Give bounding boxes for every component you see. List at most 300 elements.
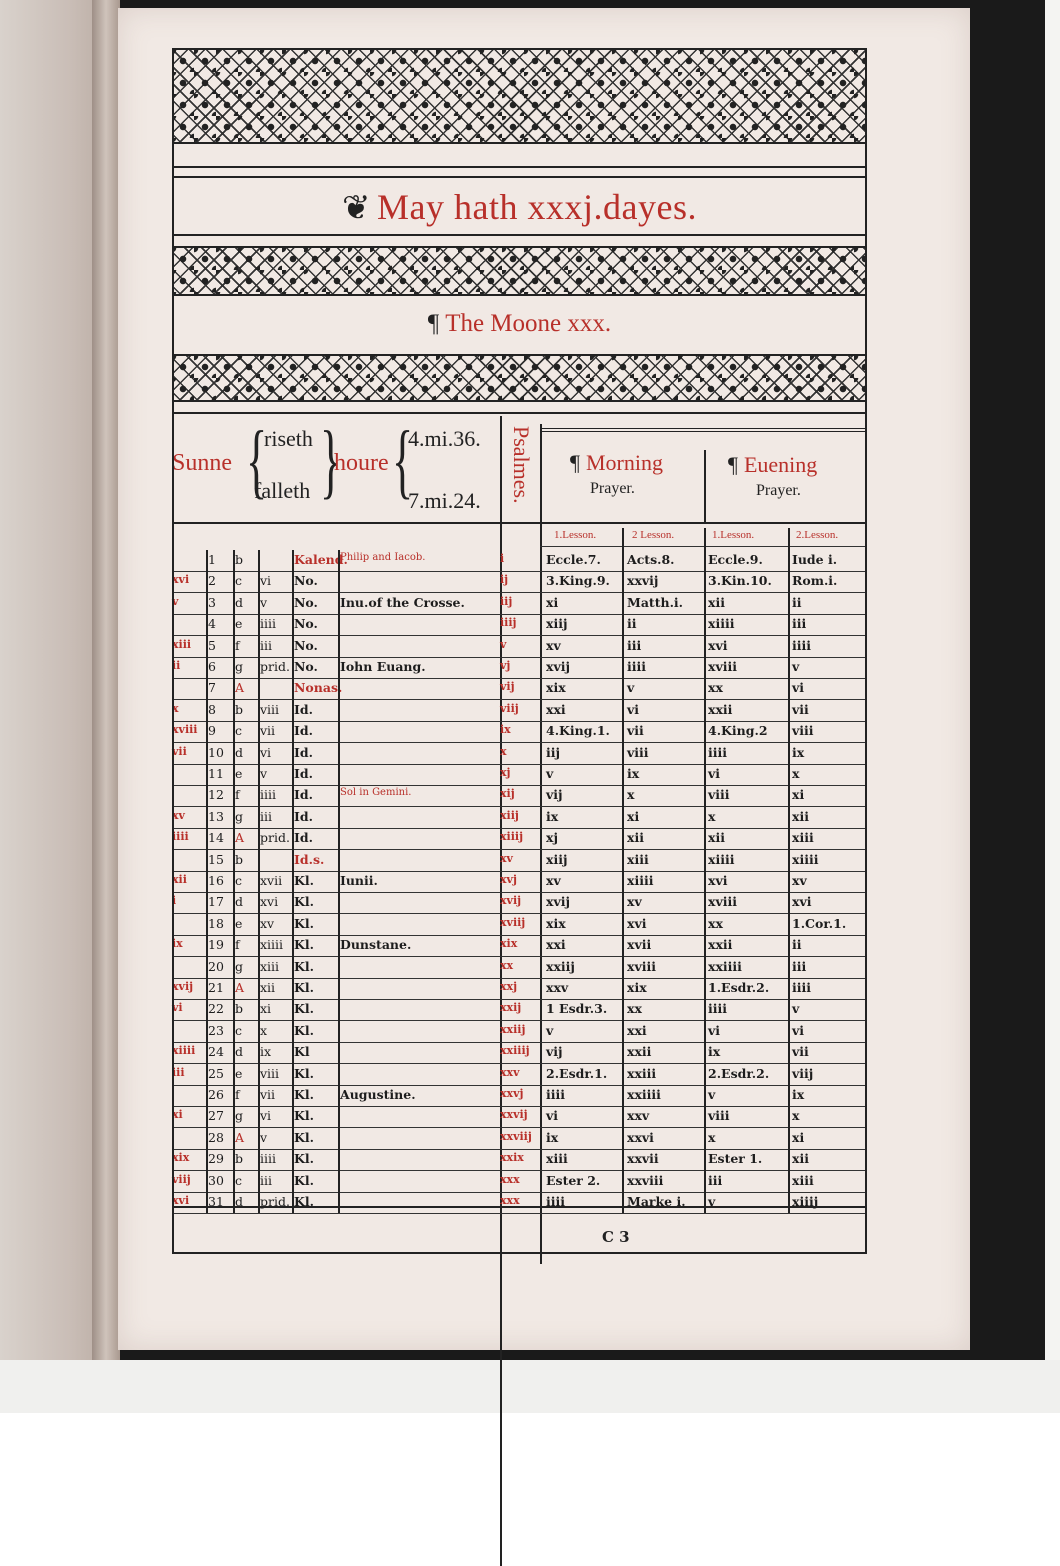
psalm-number: i — [500, 552, 505, 565]
day-number: 2 — [208, 573, 216, 589]
morning-lesson-1: iiii — [546, 1087, 565, 1102]
roman-count: iiii — [260, 787, 276, 803]
evening-lesson-1: xvi — [708, 873, 728, 888]
table-row — [172, 764, 867, 786]
calendar-term: Id. — [294, 808, 313, 824]
morning-lesson-2: xxv — [627, 1108, 650, 1124]
evening-lesson-2: ii — [792, 937, 802, 953]
evening-lesson-1: xii — [708, 594, 725, 610]
rule — [172, 522, 867, 524]
calendar-term: No. — [294, 637, 318, 653]
middle-ornament-band — [172, 246, 867, 296]
evening-lesson-1: vi — [708, 1022, 721, 1038]
calendar-term: Nonas. — [294, 680, 343, 696]
morning-lesson-2: xii — [627, 830, 644, 846]
golden-number: i — [172, 894, 177, 908]
table-row — [172, 957, 867, 979]
morning-lesson-2: xxiii — [627, 1065, 657, 1081]
evening-lesson-2: xvi — [792, 894, 812, 910]
morning-lesson-2: ix — [627, 766, 640, 781]
psalm-number: vij — [500, 680, 515, 694]
signature-mark: C 3 — [602, 1228, 630, 1246]
morning-lesson-1: xiij — [546, 851, 568, 867]
day-number: 17 — [208, 894, 224, 910]
morning-lesson-2: vi — [627, 701, 640, 717]
dominical-letter: b — [235, 1151, 244, 1167]
morning-lesson-1: iij — [546, 744, 561, 760]
evening-lesson-2: vi — [792, 680, 805, 696]
morning-lesson-1: xxi — [546, 937, 566, 953]
psalm-number: xvj — [500, 873, 517, 886]
psalm-number: xiij — [500, 808, 519, 822]
golden-number: xii — [172, 873, 187, 886]
morning-lesson-1: ix — [546, 808, 559, 824]
evening-lesson-1: iiii — [708, 1001, 727, 1017]
month-title-text: May hath xxxj.dayes. — [377, 187, 697, 227]
lesson-header: 1.Lesson. — [554, 529, 597, 541]
roman-count: prid. — [260, 1194, 290, 1209]
morning-lesson-1: xix — [546, 915, 566, 931]
roman-count: xii — [260, 980, 276, 995]
brace-close-icon: } — [320, 414, 342, 508]
evening-lesson-1: viii — [708, 787, 730, 803]
book-gutter — [92, 0, 120, 1360]
day-number: 19 — [208, 937, 224, 953]
brace-icon-2: { — [392, 414, 414, 508]
day-number: 1 — [208, 552, 216, 567]
dominical-letter: c — [235, 723, 243, 739]
calendar-term: No. — [294, 616, 318, 632]
table-row — [172, 1128, 867, 1150]
lesson-header: 2.Lesson. — [796, 529, 839, 541]
golden-number: iii — [172, 1065, 185, 1079]
sunne-label: Sunne — [172, 450, 232, 476]
morning-lesson-2: xiii — [627, 851, 649, 867]
evening-lesson-2: xv — [792, 873, 807, 888]
day-number: 8 — [208, 701, 216, 717]
morning-lesson-2: xxvi — [627, 1129, 654, 1145]
morning-lesson-2: xxvij — [627, 573, 659, 589]
morning-lesson-1: xj — [546, 830, 558, 846]
evening-lesson-1: xx — [708, 915, 723, 931]
golden-number: vi — [172, 1001, 183, 1015]
day-number: 21 — [208, 980, 224, 995]
dominical-letter: c — [235, 573, 243, 589]
morning-lesson-1: xiii — [546, 1151, 568, 1167]
table-row — [172, 1106, 867, 1128]
golden-number: xviii — [172, 723, 198, 737]
morning-prayer: Prayer. — [590, 480, 635, 497]
dominical-letter: e — [235, 766, 243, 781]
evening-lesson-1: xxiiii — [708, 958, 742, 974]
feast-name: Augustine. — [340, 1087, 416, 1102]
brace-icon: { — [246, 414, 268, 508]
evening-lesson-2: Iude i. — [792, 552, 838, 567]
day-number: 11 — [208, 766, 224, 781]
dominical-letter: c — [235, 873, 243, 888]
evening-lesson-1: 3.Kin.10. — [708, 573, 772, 589]
day-number: 14 — [208, 830, 224, 846]
morning-lesson-1: xiij — [546, 616, 568, 632]
evening-lesson-2: v — [792, 1001, 800, 1017]
calendar-term: Kl. — [294, 1151, 314, 1167]
morning-lesson-2: xxii — [627, 1044, 652, 1060]
dominical-letter: A — [235, 1129, 245, 1145]
rule — [172, 176, 867, 178]
psalm-number: x — [500, 744, 507, 758]
golden-number: viij — [172, 1172, 191, 1186]
roman-count: viii — [260, 701, 280, 717]
column-rule — [338, 550, 340, 1213]
golden-number: xix — [172, 1151, 190, 1165]
feast-name: Sol in Gemini. — [340, 787, 412, 799]
roman-count: xv — [260, 915, 275, 931]
day-number: 4 — [208, 616, 216, 632]
dominical-letter: d — [235, 744, 244, 760]
morning-lesson-1: xvij — [546, 659, 570, 674]
feast-name: Iohn Euang. — [340, 659, 426, 674]
calendar-term: Id. — [294, 744, 313, 760]
roman-count: iiii — [260, 1151, 276, 1167]
psalm-number: xxij — [500, 1001, 522, 1015]
golden-number: xvi — [172, 1194, 190, 1207]
morning-lesson-2: xi — [627, 808, 640, 824]
roman-count: v — [260, 766, 268, 781]
psalm-number: iiij — [500, 616, 517, 630]
evening-lesson-2: x — [792, 1108, 800, 1124]
table-row — [172, 892, 867, 914]
morning-lesson-2: iii — [627, 637, 642, 653]
morning-lesson-2: xxvii — [627, 1151, 659, 1167]
morning-lesson-2: iiii — [627, 659, 646, 674]
moon-title-text: The Moone xxx. — [445, 310, 612, 337]
table-row — [172, 636, 867, 658]
feast-name: Iunii. — [340, 873, 378, 888]
evening-lesson-2: vii — [792, 1044, 809, 1060]
rule — [172, 234, 867, 236]
golden-number: ii — [172, 659, 181, 672]
table-row — [172, 1192, 867, 1214]
psalm-number: xxvij — [500, 1108, 528, 1122]
morning-lesson-1: 4.King.1. — [546, 723, 610, 739]
golden-number: x — [172, 701, 179, 715]
evening-lesson-1: iii — [708, 1172, 723, 1188]
psalm-number: xxv — [500, 1065, 520, 1079]
golden-number: vii — [172, 744, 187, 758]
morning-lesson-2: xvii — [627, 937, 652, 953]
roman-count: prid. — [260, 659, 290, 674]
evening-lesson-1: xii — [708, 830, 725, 846]
morning-lesson-1: ix — [546, 1129, 559, 1145]
calendar-term: Kl. — [294, 1172, 314, 1188]
psalm-number: xxiij — [500, 1022, 526, 1036]
psalm-number: xvij — [500, 894, 522, 908]
table-row — [172, 999, 867, 1021]
roman-count: iiii — [260, 616, 276, 632]
day-number: 10 — [208, 744, 224, 760]
roman-count: xiiii — [260, 937, 284, 953]
roman-count: iii — [260, 1172, 272, 1188]
table-row — [172, 657, 867, 679]
dominical-letter: A — [235, 830, 245, 846]
morning-lesson-1: 3.King.9. — [546, 573, 610, 589]
day-number: 9 — [208, 723, 216, 739]
day-number: 31 — [208, 1194, 224, 1209]
day-number: 7 — [208, 680, 216, 696]
morning-lesson-1: Ester 2. — [546, 1172, 601, 1188]
calendar-term: Kl. — [294, 1001, 314, 1017]
evening-label — [728, 452, 817, 478]
rule — [172, 412, 867, 414]
golden-number: iiii — [172, 830, 189, 844]
golden-number: xi — [172, 1108, 183, 1122]
roman-count: v — [260, 594, 268, 610]
table-row — [172, 1171, 867, 1193]
table-row — [172, 678, 867, 700]
evening-lesson-2: xiii — [792, 830, 814, 846]
lesson-header: 2 Lesson. — [632, 529, 675, 541]
morning-lesson-2: xvi — [627, 915, 647, 931]
calendar-term: No. — [294, 573, 318, 589]
evening-lesson-2: xii — [792, 808, 809, 824]
table-row — [172, 935, 867, 957]
morning-lesson-2: xx — [627, 1001, 642, 1017]
calendar-term: Kl. — [294, 1087, 314, 1102]
column-rule — [292, 550, 294, 1213]
fleuron-icon: ❦ — [342, 190, 372, 227]
dominical-letter: b — [235, 552, 244, 567]
evening-lesson-1: xviii — [708, 659, 737, 674]
calendar-term: Kl. — [294, 958, 314, 974]
table-row — [172, 1042, 867, 1064]
day-number: 6 — [208, 659, 216, 674]
dominical-letter: A — [235, 980, 245, 995]
roman-count: iii — [260, 637, 272, 653]
evening-lesson-1: xvi — [708, 637, 728, 653]
calendar-term: No. — [294, 594, 318, 610]
morning-lesson-2: ii — [627, 616, 637, 632]
column-rule — [233, 550, 235, 1213]
golden-number: xiii — [172, 637, 192, 651]
evening-lesson-2: viij — [792, 1065, 814, 1081]
dominical-letter: e — [235, 915, 243, 931]
morning-lesson-2: vii — [627, 723, 644, 739]
roman-count: x — [260, 1022, 268, 1038]
feast-name: Dunstane. — [340, 937, 412, 953]
evening-lesson-2: x — [792, 766, 800, 781]
top-ornament-band — [172, 48, 867, 144]
evening-lesson-2: 1.Cor.1. — [792, 915, 847, 931]
morning-lesson-2: v — [627, 680, 635, 696]
evening-lesson-1: vi — [708, 766, 721, 781]
roman-count: vi — [260, 573, 272, 589]
roman-count: xi — [260, 1001, 272, 1017]
day-number: 28 — [208, 1129, 224, 1145]
table-row — [172, 1149, 867, 1171]
evening-lesson-2: vi — [792, 1022, 805, 1038]
evening-lesson-2: ii — [792, 594, 802, 610]
dominical-letter: f — [235, 1087, 240, 1102]
rise-time: 4.mi.36. — [408, 426, 481, 451]
morning-lesson-2: Marke i. — [627, 1194, 686, 1209]
rule — [540, 428, 867, 432]
calendar-term: Id. — [294, 787, 313, 803]
table-row — [172, 1064, 867, 1086]
calendar-term: Kl. — [294, 1129, 314, 1145]
roman-count: ix — [260, 1044, 272, 1060]
psalm-number: xx — [500, 958, 514, 972]
pilcrow-icon: ¶ — [427, 310, 440, 337]
psalm-number: xv — [500, 851, 513, 865]
calendar-term: Kl. — [294, 1108, 314, 1124]
day-number: 20 — [208, 958, 224, 974]
psalm-number: xxix — [500, 1151, 524, 1165]
evening-lesson-2: xiii — [792, 1172, 814, 1188]
morning-lesson-2: Acts.8. — [627, 552, 675, 567]
evening-lesson-1: Ester 1. — [708, 1151, 763, 1167]
psalm-number: iij — [500, 594, 513, 608]
evening-lesson-1: viii — [708, 1108, 730, 1124]
table-row — [172, 850, 867, 872]
morning-lesson-1: v — [546, 766, 554, 781]
dominical-letter: e — [235, 616, 243, 632]
evening-lesson-1: xxii — [708, 937, 733, 953]
evening-lesson-1: x — [708, 808, 716, 824]
day-number: 26 — [208, 1087, 224, 1102]
month-title — [172, 186, 867, 228]
column-rule — [788, 528, 790, 1213]
roman-count: vi — [260, 1108, 272, 1124]
evening-lesson-2: vii — [792, 701, 809, 717]
rule — [172, 166, 867, 168]
dominical-letter: b — [235, 1001, 244, 1017]
dominical-letter: f — [235, 937, 240, 953]
evening-lesson-2: iii — [792, 958, 807, 974]
dominical-letter: c — [235, 1172, 243, 1188]
morning-lesson-1: xxv — [546, 980, 569, 995]
morning-lesson-1: 2.Esdr.1. — [546, 1065, 608, 1081]
calendar-term: Kalend. — [294, 552, 348, 567]
dominical-letter: d — [235, 894, 244, 910]
table-surface — [0, 1360, 1060, 1413]
calendar-term: No. — [294, 659, 318, 674]
roman-count: iii — [260, 808, 272, 824]
calendar-term: Kl. — [294, 873, 314, 888]
table-row — [172, 978, 867, 1000]
pilcrow-icon: ¶ — [728, 452, 738, 477]
calendar-term: Kl. — [294, 894, 314, 910]
morning-lesson-2: xv — [627, 894, 642, 910]
evening-lesson-2: iii — [792, 616, 807, 632]
evening-lesson-2: Rom.i. — [792, 573, 838, 589]
psalm-number: xxx — [500, 1194, 520, 1207]
golden-number: ix — [172, 937, 183, 951]
fall-time: 7.mi.24. — [408, 488, 481, 513]
day-number: 13 — [208, 808, 224, 824]
psalm-number: xxviij — [500, 1129, 532, 1143]
morning-label — [570, 450, 663, 476]
evening-lesson-1: 1.Esdr.2. — [708, 980, 770, 995]
dominical-letter: d — [235, 1194, 244, 1209]
riseth-label: riseth — [264, 426, 313, 451]
evening-lesson-1: v — [708, 1087, 716, 1102]
morning-lesson-2: x — [627, 787, 635, 803]
morning-lesson-2: xix — [627, 980, 647, 995]
day-number: 25 — [208, 1065, 224, 1081]
roman-count: prid. — [260, 830, 290, 846]
feast-name: Philip and Iacob. — [340, 552, 426, 563]
morning-lesson-1: vij — [546, 1044, 563, 1060]
evening-prayer: Prayer. — [756, 482, 801, 499]
evening-lesson-2: xii — [792, 1151, 809, 1167]
psalm-number: xiiij — [500, 830, 524, 844]
dominical-letter: g — [235, 808, 244, 824]
evening-lesson-1: v — [708, 1194, 716, 1209]
calendar-term: Kl. — [294, 915, 314, 931]
day-number: 23 — [208, 1022, 224, 1038]
dominical-letter: d — [235, 594, 244, 610]
morning-lesson-1: xi — [546, 594, 559, 610]
calendar-term: Kl. — [294, 1065, 314, 1081]
table-row — [172, 721, 867, 743]
evening-lesson-1: ix — [708, 1044, 721, 1060]
calendar-term: Kl — [294, 1044, 310, 1060]
dominical-letter: b — [235, 851, 244, 867]
evening-lesson-2: xiiii — [792, 851, 819, 867]
morning-lesson-1: Eccle.7. — [546, 552, 601, 567]
calendar-frame — [172, 48, 867, 1253]
psalm-number: xxvj — [500, 1087, 524, 1100]
calendar-term: Id.s. — [294, 851, 325, 867]
dominical-letter: f — [235, 637, 240, 653]
evening-lesson-2: ix — [792, 1087, 805, 1102]
psalmes-label: Psalmes. — [509, 426, 534, 504]
day-number: 29 — [208, 1151, 224, 1167]
feast-name: Inu.of the Crosse. — [340, 594, 465, 610]
frame-right-rule — [865, 48, 867, 1254]
morning-lesson-1: vi — [546, 1108, 559, 1124]
psalm-number: ix — [500, 723, 511, 737]
day-number: 3 — [208, 594, 216, 610]
morning-lesson-1: vij — [546, 787, 563, 803]
day-number: 27 — [208, 1108, 224, 1124]
table-row — [172, 1085, 867, 1107]
calendar-term: Id. — [294, 766, 313, 781]
column-rule — [622, 528, 624, 1213]
evening-lesson-1: xxii — [708, 701, 733, 717]
rule — [172, 1206, 867, 1208]
morning-lesson-2: xxiiii — [627, 1087, 661, 1102]
day-number: 22 — [208, 1001, 224, 1017]
morning-lesson-2: xxi — [627, 1022, 647, 1038]
vrule — [704, 450, 706, 522]
evening-lesson-1: Eccle.9. — [708, 552, 763, 567]
dominical-letter: A — [235, 680, 245, 696]
evening-lesson-2: xi — [792, 1129, 805, 1145]
dominical-letter: d — [235, 1044, 244, 1060]
roman-count: xvii — [260, 873, 283, 888]
column-rule — [704, 528, 706, 1213]
dominical-letter: g — [235, 659, 244, 674]
morning-lesson-2: xviii — [627, 958, 656, 974]
dominical-letter: e — [235, 1065, 243, 1081]
column-rule — [206, 550, 208, 1213]
calendar-term: Kl. — [294, 980, 314, 995]
calendar-term: Id. — [294, 723, 313, 739]
morning-lesson-1: xv — [546, 637, 561, 653]
morning-lesson-1: v — [546, 1022, 554, 1038]
day-number: 30 — [208, 1172, 224, 1188]
